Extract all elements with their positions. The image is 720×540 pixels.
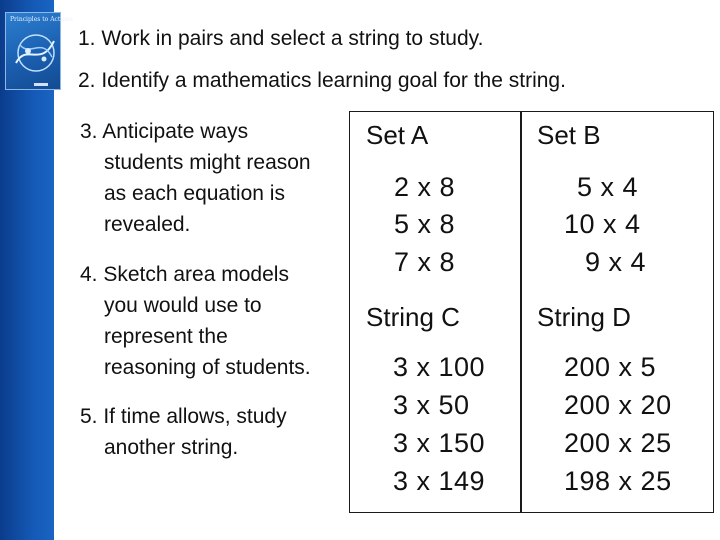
set-a-equation: 5 x 8: [394, 209, 456, 239]
step-5-line: 5. If time allows, study: [80, 405, 287, 428]
set-a-title: Set A: [366, 120, 429, 150]
string-c-equation: 3 x 150: [393, 428, 486, 458]
step-3-line: 3. Anticipate ways: [80, 120, 249, 143]
step-5-line: another string.: [104, 436, 239, 459]
step-3-line: students might reason: [104, 151, 311, 174]
step-4: [80, 259, 311, 383]
string-d-equation: 198 x 25: [564, 466, 672, 496]
table-divider: [520, 112, 522, 512]
string-c-equation: 3 x 100: [393, 352, 486, 382]
set-b-title: Set B: [537, 120, 601, 150]
set-b-equation: 9 x 4: [585, 247, 647, 277]
step-4-line: reasoning of students.: [104, 356, 311, 379]
book-cover-title: Principles to Actions: [10, 16, 73, 23]
string-d-equation: 200 x 25: [564, 428, 672, 458]
step-3: [80, 116, 311, 240]
step-3-line: as each equation is: [104, 182, 285, 205]
step-4-line: 4. Sketch area models: [80, 263, 289, 286]
step-1: 1. Work in pairs and select a string to study.: [78, 27, 484, 50]
step-3-line: revealed.: [104, 213, 191, 236]
book-cover-footer-mark: [34, 83, 48, 86]
step-5: [80, 401, 287, 463]
set-b-equation: 10 x 4: [564, 209, 641, 239]
step-4-line: you would use to: [104, 294, 262, 317]
string-c-equation: 3 x 50: [393, 390, 470, 420]
string-c-title: String C: [366, 302, 460, 332]
string-c-equation: 3 x 149: [393, 466, 486, 496]
book-cover-thumbnail: [5, 12, 73, 90]
string-d-title: String D: [537, 302, 631, 332]
number-strings-table: [349, 111, 714, 513]
string-d-equation: 200 x 20: [564, 390, 672, 420]
set-a-equation: 2 x 8: [394, 172, 456, 202]
set-b-equation: 5 x 4: [577, 172, 639, 202]
book-cover-art: [6, 23, 62, 83]
step-4-line: represent the: [104, 325, 228, 348]
string-d-equation: 200 x 5: [564, 352, 657, 382]
step-2: 2. Identify a mathematics learning goal for the string.: [78, 69, 566, 92]
set-a-equation: 7 x 8: [394, 247, 456, 277]
